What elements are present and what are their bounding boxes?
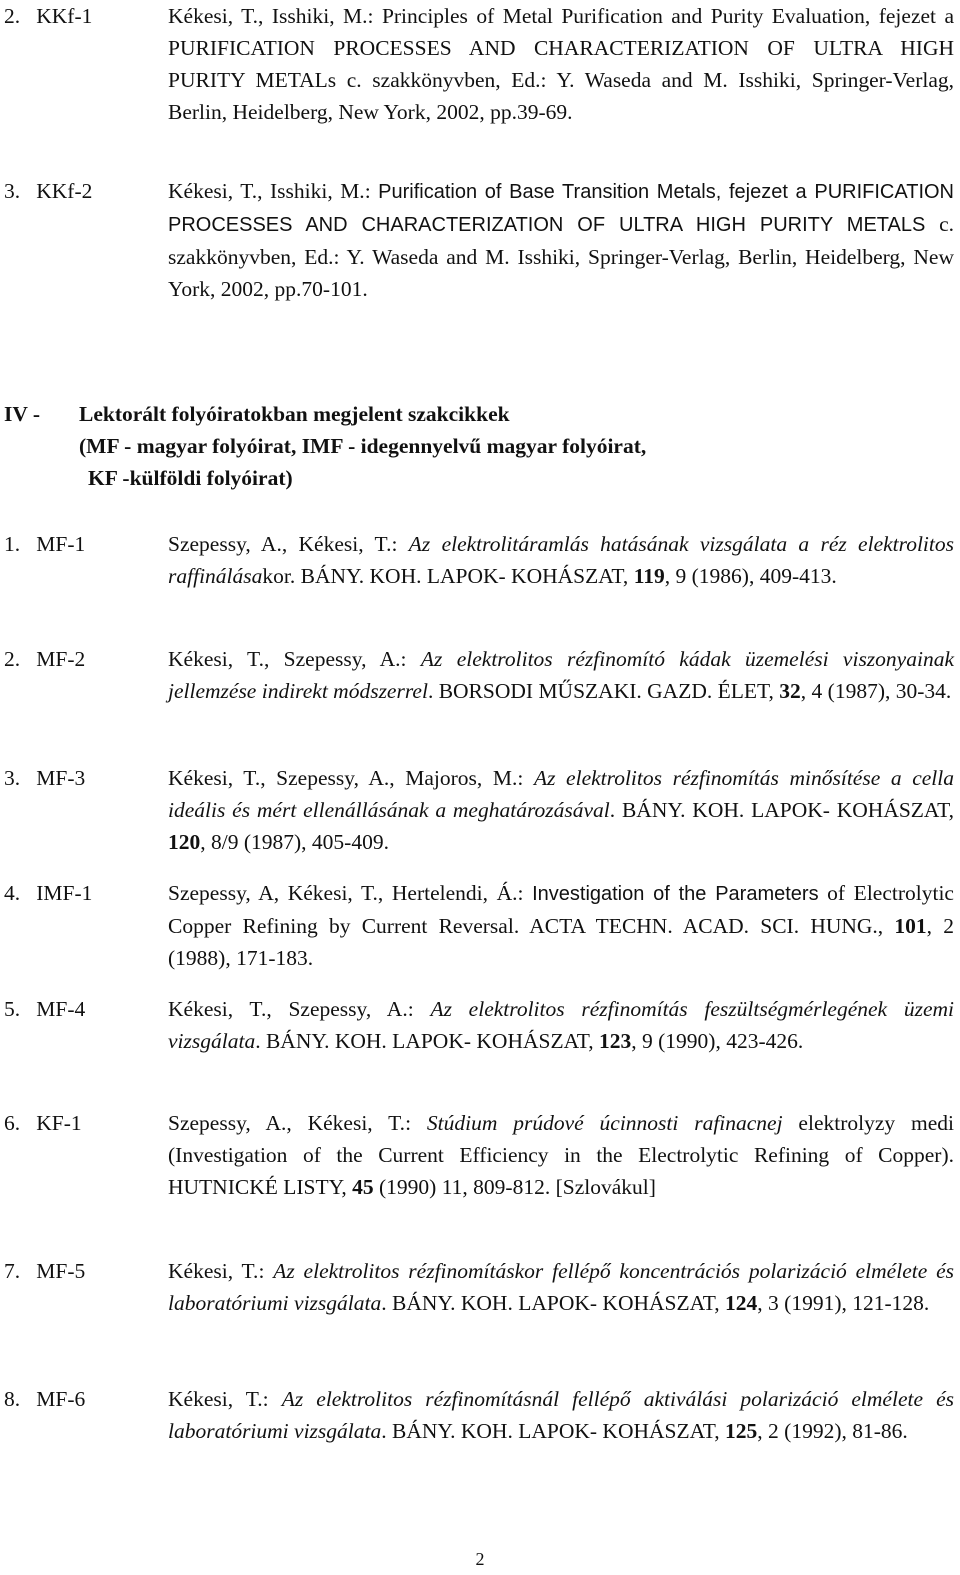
entry-journal: . BÁNY. KOH. LAPOK- KOHÁSZAT, — [381, 1419, 726, 1443]
entry-body: Kékesi, T., Isshiki, M.: Purification of Base Transition Metals, fejezet a PURIFICATION PROCESSES AND CHARACTERIZATION OF ULTRA HIGH PURITY METALS c. szakkönyvben, Ed.: Y. Waseda and M. Isshiki, Springer-Verlag, Berlin, Heidelberg, New York, 2002, pp.70-101. — [168, 179, 955, 301]
section-title: Lektorált folyóiratokban megjelent szakcikkek — [79, 402, 510, 426]
entry-title: Az elektrolitos rézfinomításkor fellépő koncentrációs polarizáció elmélete és laboratóriumi vizsgálata — [168, 1259, 954, 1315]
entry-number: 5. MF-4 — [4, 997, 86, 1021]
entry-number: 2. KKf-1 — [4, 4, 93, 28]
entry-number: 2. MF-2 — [4, 647, 86, 671]
entry-title: Purification of Base Transition Metals, fejezet a PURIFICATION PROCESSES AND CHARACTERIZATION OF ULTRA HIGH PURITY METALS — [168, 181, 954, 236]
entry-number: 3. MF-3 — [4, 766, 86, 790]
entry-authors: Kékesi, T., Szepessy, A. — [168, 647, 401, 671]
entry-title: Az elektrolitos rézfinomítás feszültségmérlegének üzemi vizsgálata — [168, 997, 954, 1053]
entry-number: 1. MF-1 — [4, 532, 86, 556]
entry-authors: Kékesi, T., Isshiki, M. — [168, 179, 365, 203]
entry-title: Az elektrolitos rézfinomítás minősítése a cella ideális és mért ellenállásának a meghatározásával — [168, 766, 954, 822]
entry-body: Szepessy, A., Kékesi, T.: Az elektrolitáramlás hatásának vizsgálata a réz elektrolitos raffinálásakor. BÁNY. KOH. LAPOK- KOHÁSZAT, 119, 9 (1986), 409-413. — [168, 532, 954, 588]
section-number: IV - — [4, 402, 41, 426]
entry-body: Kékesi, T., Szepessy, A.: Az elektrolitos rézfinomítás feszültségmérlegének üzemi vizsgálata. BÁNY. KOH. LAPOK- KOHÁSZAT, 123, 9 (1990), 423-426. — [168, 997, 954, 1053]
section-subtitle: (MF - magyar folyóirat, IMF - idegennyelvű magyar folyóirat, — [79, 434, 647, 458]
entry-authors: Kékesi, T. — [168, 1387, 263, 1411]
entry-journal: . BORSODI MŰSZAKI. GAZD. ÉLET, — [427, 679, 780, 703]
entry-authors: Kékesi, T., Isshiki, M. — [168, 4, 368, 28]
entry-number: 4. IMF-1 — [4, 881, 93, 905]
entry-body: Kékesi, T.: Az elektrolitos rézfinomításkor fellépő koncentrációs polarizáció elmélete és laboratóriumi vizsgálata. BÁNY. KOH. LAPOK- KOHÁSZAT, 124, 3 (1991), 121-128. — [168, 1259, 954, 1315]
entry-text: Principles of Metal Purification and Purity Evaluation, fejezet a PURIFICATION PROCESSES AND CHARACTERIZATION OF ULTRA HIGH PURITY METALs c. szakkönyvben, Ed.: Y. Waseda and M. Isshiki, Springer-Verlag, Berlin, Heidelberg, New York, 2002, pp.39-69. — [168, 4, 954, 124]
entry-body: Kékesi, T.: Az elektrolitos rézfinomításnál fellépő aktiválási polarizáció elmélete és laboratóriumi vizsgálata. BÁNY. KOH. LAPOK- KOHÁSZAT, 125, 2 (1992), 81-86. — [168, 1387, 954, 1443]
page-number: 2 — [475, 1549, 485, 1569]
entry-authors: Kékesi, T., Szepessy, A., Majoros, M. — [168, 766, 518, 790]
entry-authors: Kékesi, T., Szepessy, A. — [168, 997, 408, 1021]
entry-volume: 101 — [894, 914, 927, 938]
entry-volume: 125 — [725, 1419, 758, 1443]
entry-volume: 32 — [779, 679, 801, 703]
entry-volume: 119 — [633, 564, 665, 588]
entry-title: Investigation of the Parameters — [532, 883, 819, 905]
entry-journal: . BÁNY. KOH. LAPOK- KOHÁSZAT, — [255, 1029, 600, 1053]
entry-body: Kékesi, T., Szepessy, A.: Az elektrolitos rézfinomító kádak üzemelési viszonyainak jellemzése indirekt módszerrel. BORSODI MŰSZAKI. GAZD. ÉLET, 32, 4 (1987), 30-34. — [168, 647, 954, 703]
entry-body: Kékesi, T., Isshiki, M.: Principles of Metal Purification and Purity Evaluation, fejezet a PURIFICATION PROCESSES AND CHARACTERIZATION OF ULTRA HIGH PURITY METALs c. szakkönyvben, Ed.: Y. Waseda and M. Isshiki, Springer-Verlag, Berlin, Heidelberg, New York, 2002, pp.39-69. — [168, 4, 954, 124]
entry-text: c. szakkönyvben, Ed.: Y. Waseda and M. Isshiki, Springer-Verlag, Berlin, Heidelberg, New York, 2002, pp.70-101. — [168, 212, 955, 301]
entry-title: Az elektrolitos rézfinomításnál fellépő aktiválási polarizáció elmélete és laboratóriumi vizsgálata — [168, 1387, 954, 1443]
entry-body: Kékesi, T., Szepessy, A., Majoros, M.: Az elektrolitos rézfinomítás minősítése a cella ideális és mért ellenállásának a meghatározásával. BÁNY. KOH. LAPOK- KOHÁSZAT, 120, 8/9 (1987), 405-409. — [168, 766, 954, 854]
entry-authors: Szepessy, A, Kékesi, T., Hertelendi, Á. — [168, 881, 518, 905]
entry-journal: . BÁNY. KOH. LAPOK- KOHÁSZAT, — [381, 1291, 726, 1315]
entry-title: Az elektrolitáramlás hatásának vizsgálata a réz elektrolitos raffinálása — [168, 532, 954, 588]
entry-title: Az elektrolitos rézfinomító kádak üzemelési viszonyainak jellemzése indirekt módszerrel — [168, 647, 954, 703]
section-subtitle: KF -külföldi folyóirat) — [88, 466, 293, 490]
entry-authors: Szepessy, A., Kékesi, T. — [168, 532, 392, 556]
entry-number: 7. MF-5 — [4, 1259, 86, 1283]
entry-number: 6. KF-1 — [4, 1111, 82, 1135]
entry-volume: 45 — [352, 1175, 374, 1199]
entry-title: Stúdium prúdové úcinnosti rafinacnej — [426, 1111, 783, 1135]
entry-authors: Kékesi, T. — [168, 1259, 259, 1283]
entry-journal: . BÁNY. KOH. LAPOK- KOHÁSZAT, — [609, 798, 954, 822]
entry-journal: BÁNY. KOH. LAPOK- KOHÁSZAT, — [295, 564, 634, 588]
entry-authors: Szepessy, A., Kékesi, T. — [168, 1111, 406, 1135]
entry-body: Szepessy, A., Kékesi, T.: Stúdium prúdové úcinnosti rafinacnej elektrolyzy medi (Investigation of the Current Efficiency in the Electrolytic Refining of Copper). HUTNICKÉ LISTY, 45 (1990) 11, 809-812. [Szlovákul] — [168, 1111, 954, 1199]
entry-number: 3. KKf-2 — [4, 179, 93, 203]
entry-body: Szepessy, A, Kékesi, T., Hertelendi, Á.: Investigation of the Parameters of Electrolytic Copper Refining by Current Reversal. ACTA TECHN. ACAD. SCI. HUNG., 101, 2 (1988), 171-183. — [168, 881, 955, 970]
entry-volume: 124 — [725, 1291, 758, 1315]
entry-number: 8. MF-6 — [4, 1387, 86, 1411]
entry-volume: 123 — [599, 1029, 632, 1053]
entry-volume: 120 — [168, 830, 201, 854]
